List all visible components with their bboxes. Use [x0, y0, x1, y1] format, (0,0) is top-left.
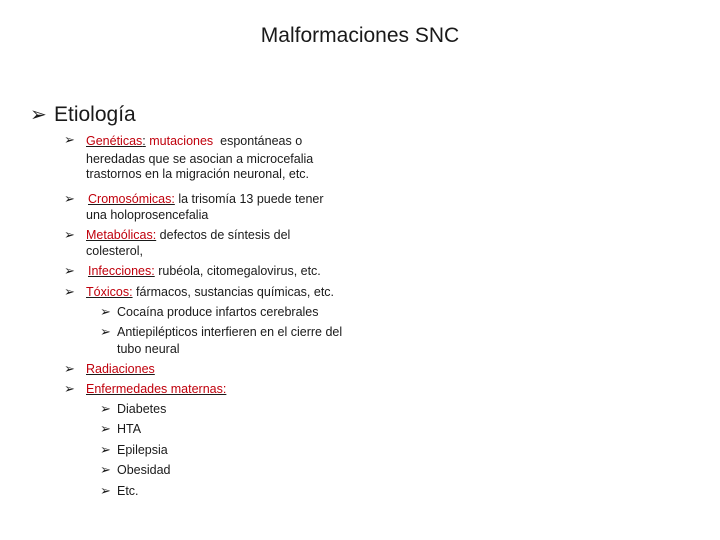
item-text: espontáneas o: [220, 134, 303, 148]
bullet-arrow-icon: ➢: [100, 443, 111, 458]
bullet-arrow-icon: ➢: [100, 484, 111, 499]
bullet-arrow-icon: ➢: [64, 264, 75, 279]
item-infecciones: [88, 265, 321, 278]
sub-item: Obesidad: [117, 463, 171, 477]
item-text-line: una holoprosencefalia: [86, 208, 209, 222]
sub-item: HTA: [117, 422, 142, 436]
item-radiaciones: Radiaciones: [86, 362, 155, 376]
item-label: Metabólicas:: [86, 228, 157, 242]
slide-title: Malformaciones SNC: [260, 24, 460, 47]
item-text: la trisomía 13 puede tener: [178, 192, 324, 206]
sub-item: Diabetes: [117, 402, 167, 416]
sub-item: Cocaína produce infartos cerebrales: [117, 305, 319, 319]
bullet-arrow-icon: ➢: [30, 102, 47, 126]
item-toxicos: [86, 286, 334, 299]
item-metabolicas: [86, 229, 290, 242]
item-text-line: colesterol,: [86, 244, 143, 258]
bullet-arrow-icon: ➢: [100, 422, 111, 437]
item-label: Cromosómicas:: [88, 192, 175, 206]
item-geneticas: [86, 135, 302, 148]
item-text: rubéola, citomegalovirus, etc.: [158, 264, 321, 278]
item-highlight: mutaciones: [149, 134, 214, 148]
bullet-arrow-icon: ➢: [100, 305, 111, 320]
item-text: fármacos, sustancias químicas, etc.: [136, 285, 335, 299]
sub-item: Antiepilépticos interfieren en el cierre del: [117, 325, 343, 339]
item-enfermedades-maternas: Enfermedades maternas:: [86, 382, 227, 396]
bullet-arrow-icon: ➢: [100, 463, 111, 478]
item-label: Tóxicos:: [86, 285, 133, 299]
item-label: Genéticas: [86, 134, 143, 148]
item-text-line: heredadas que se asocian a microcefalia: [86, 152, 314, 166]
bullet-arrow-icon: ➢: [100, 402, 111, 417]
item-label: Infecciones:: [88, 264, 155, 278]
item-text: defectos de síntesis del: [159, 228, 291, 242]
bullet-arrow-icon: ➢: [64, 362, 75, 377]
section-heading: Etiología: [54, 103, 136, 126]
bullet-arrow-icon: ➢: [64, 382, 75, 397]
item-cromosomicas: [88, 193, 324, 206]
bullet-arrow-icon: ➢: [64, 133, 75, 148]
bullet-arrow-icon: ➢: [64, 285, 75, 300]
bullet-arrow-icon: ➢: [64, 228, 75, 243]
item-text-line: trastornos en la migración neuronal, etc.: [86, 167, 310, 181]
sub-item-line: tubo neural: [117, 342, 180, 356]
bullet-arrow-icon: ➢: [100, 325, 111, 340]
item-separator: :: [142, 134, 146, 148]
sub-item: Epilepsia: [117, 443, 168, 457]
bullet-arrow-icon: ➢: [64, 192, 75, 207]
sub-item: Etc.: [117, 484, 139, 498]
